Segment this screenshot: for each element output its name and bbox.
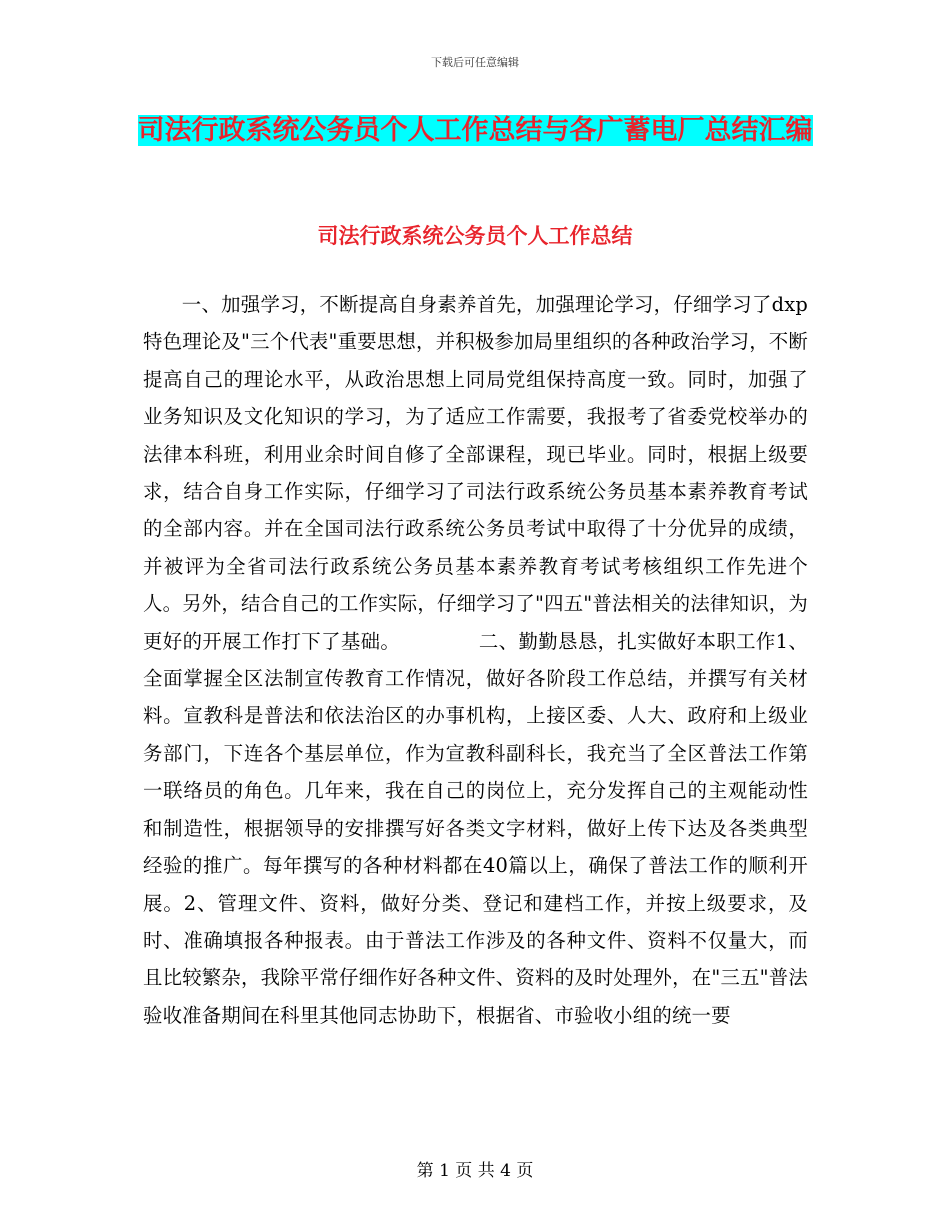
section-heading: 司法行政系统公务员个人工作总结	[317, 224, 633, 248]
header-note: 下载后可任意编辑	[431, 56, 519, 69]
document-title-text: 司法行政系统公务员个人工作总结与各广蓄电厂总结汇编	[137, 115, 813, 146]
page-number: 第 1 页 共 4 页	[416, 1161, 534, 1181]
document-title	[120, 108, 830, 154]
body-paragraph: 一、加强学习，不断提高自身素养首先，加强理论学习，仔细学习了dxp特色理论及"三个代表"重要思想，并积极参加局里组织的各种政治学习，不断提高自己的理论水平，从政治思想上同局党组保持高度一致。同时，加强了业务知识及文化知识的学习，为了适应工作需要，我报考了省委党校举办的法律本科班，利用业余时间自修了全部课程，现已毕业。同时，根据上级要求，结合自身工作实际，仔细学习了司法行政系统公务员基本素养教育考试的全部内容。并在全国司法行政系统公务员考试中取得了十分优异的成绩，并被评为全省司法行政系统公务员基本素养教育考试考核组织工作先进个人。另外，结合自己的工作实际，仔细学习了"四五"普法相关的法律知识，为更好的开展工作打下了基础。 二、勤勤恳恳，扎实做好本职工作1、全面掌握全区法制宣传教育工作情况，做好各阶段工作总结，并撰写有关材料。宣教科是普法和依法治区的办事机构，上接区委、人大、政府和上级业务部门，下连各个基层单位，作为宣教科副科长，我充当了全区普法工作第一联络员的角色。几年来，我在自己的岗位上，充分发挥自己的主观能动性和制造性，根据领导的安排撰写好各类文字材料，做好上传下达及各类典型经验的推广。每年撰写的各种材料都在40篇以上，确保了普法工作的顺利开展。2、管理文件、资料，做好分类、登记和建档工作，并按上级要求，及时、准确填报各种报表。由于普法工作涉及的各种文件、资料不仅量大，而且比较繁杂，我除平常仔细作好各种文件、资料的及时处理外，在"三五"普法验收准备期间在科里其他同志协助下，根据省、市验收小组的统一要	[143, 293, 808, 1027]
